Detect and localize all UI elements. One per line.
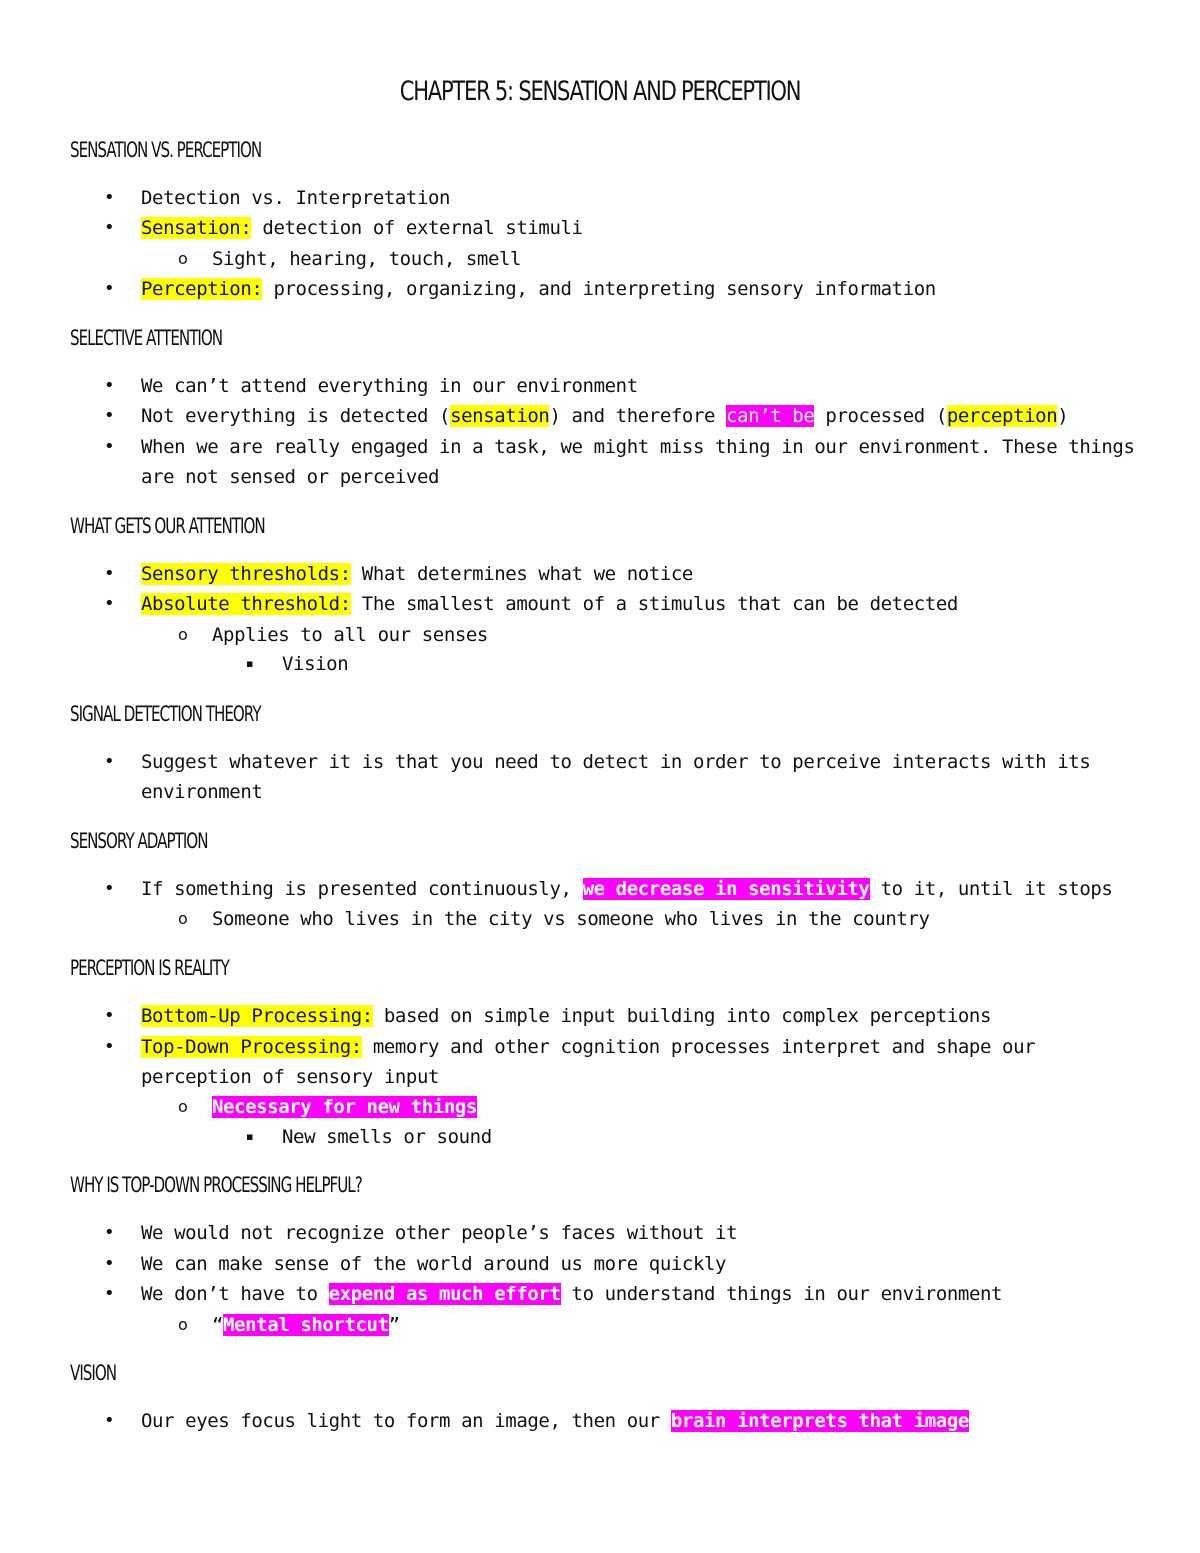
sub-bullet-icon: o <box>178 249 188 268</box>
square-bullet-icon: ▪ <box>246 1130 254 1143</box>
section-heading: SELECTIVE ATTENTION <box>70 326 223 350</box>
list-item: Applies to all our senses <box>212 624 488 646</box>
bullet-icon: • <box>104 436 115 457</box>
list-item: When we are really engaged in a task, we might miss thing in our environment. These things <box>141 436 1135 458</box>
section-heading: WHY IS TOP-DOWN PROCESSING HELPFUL? <box>70 1173 362 1197</box>
list-item: Someone who lives in the city vs someone who lives in the country <box>212 908 930 930</box>
square-bullet-icon: ▪ <box>246 657 254 670</box>
page-title: CHAPTER 5: SENSATION AND PERCEPTION <box>399 76 801 107</box>
bullet-icon: • <box>104 405 115 426</box>
highlighted-term: can’t be <box>726 405 815 427</box>
bullet-icon: • <box>104 1410 115 1431</box>
list-item-continued: perception of sensory input <box>141 1066 440 1088</box>
bullet-icon: • <box>104 593 115 614</box>
section-heading: SENSATION VS. PERCEPTION <box>70 138 262 162</box>
list-item: Absolute threshold: The smallest amount of a stimulus that can be detected <box>141 593 958 615</box>
sub-bullet-icon: o <box>178 1097 188 1116</box>
list-item: Sensory thresholds: What determines what we notice <box>141 563 693 585</box>
bullet-icon: • <box>104 878 115 899</box>
highlighted-term: we decrease in sensitivity <box>582 878 870 900</box>
bullet-icon: • <box>104 217 115 238</box>
list-item-continued: environment <box>141 781 263 803</box>
bullet-icon: • <box>104 187 115 208</box>
bullet-icon: • <box>104 278 115 299</box>
highlighted-term: perception <box>946 405 1058 427</box>
list-item: Our eyes focus light to form an image, then our brain interprets that image <box>141 1410 969 1432</box>
highlighted-term: Top-Down Processing: <box>141 1036 362 1058</box>
sub-bullet-icon: o <box>178 1315 188 1334</box>
sub-bullet-icon: o <box>178 625 188 644</box>
list-item: Bottom-Up Processing: based on simple input building into complex perceptions <box>141 1005 992 1027</box>
bullet-icon: • <box>104 1036 115 1057</box>
sub-bullet-icon: o <box>178 909 188 928</box>
list-item: We would not recognize other people’s faces without it <box>141 1222 738 1244</box>
highlighted-term: Perception: <box>141 278 263 300</box>
list-item: “Mental shortcut” <box>212 1314 400 1336</box>
list-item: We don’t have to expend as much effort to understand things in our environment <box>141 1283 1003 1305</box>
list-item: New smells or sound <box>282 1126 492 1148</box>
list-item: Not everything is detected (sensation) and therefore can’t be processed (perception) <box>141 405 1069 427</box>
highlighted-term: Mental shortcut <box>223 1314 389 1336</box>
bullet-icon: • <box>104 1283 115 1304</box>
list-item: If something is presented continuously, we decrease in sensitivity to it, until it stops <box>141 878 1113 900</box>
list-item: We can make sense of the world around us more quickly <box>141 1253 727 1275</box>
list-item: Perception: processing, organizing, and interpreting sensory information <box>141 278 936 300</box>
list-item: Detection vs. Interpretation <box>141 187 451 209</box>
section-heading: VISION <box>70 1361 117 1385</box>
highlighted-term: Absolute threshold: <box>141 593 351 615</box>
section-heading: PERCEPTION IS REALITY <box>70 956 229 980</box>
bullet-icon: • <box>104 1253 115 1274</box>
highlighted-term: Bottom-Up Processing: <box>141 1005 373 1027</box>
bullet-icon: • <box>104 375 115 396</box>
list-item-continued: are not sensed or perceived <box>141 466 440 488</box>
highlighted-term: Necessary for new things <box>212 1096 477 1118</box>
list-item: Vision <box>282 653 349 675</box>
highlighted-term: brain interprets that image <box>670 1410 969 1432</box>
section-heading: WHAT GETS OUR ATTENTION <box>70 514 265 538</box>
bullet-icon: • <box>104 1005 115 1026</box>
bullet-icon: • <box>104 751 115 772</box>
list-item <box>212 1095 477 1119</box>
list-item: We can’t attend everything in our environment <box>141 375 638 397</box>
section-heading: SENSORY ADAPTION <box>70 829 208 853</box>
highlighted-term: sensation <box>450 405 550 427</box>
list-item: Suggest whatever it is that you need to detect in order to perceive interacts with its <box>141 751 1091 773</box>
list-item: Sensation: detection of external stimuli <box>141 217 583 239</box>
list-item: Sight, hearing, touch, smell <box>212 248 522 270</box>
section-heading: SIGNAL DETECTION THEORY <box>70 702 261 726</box>
list-item: Top-Down Processing: memory and other cognition processes interpret and shape our <box>141 1036 1036 1058</box>
highlighted-term: Sensory thresholds: <box>141 563 351 585</box>
highlighted-term: Sensation: <box>141 217 252 239</box>
highlighted-term: expend as much effort <box>328 1283 561 1305</box>
bullet-icon: • <box>104 563 115 584</box>
bullet-icon: • <box>104 1222 115 1243</box>
